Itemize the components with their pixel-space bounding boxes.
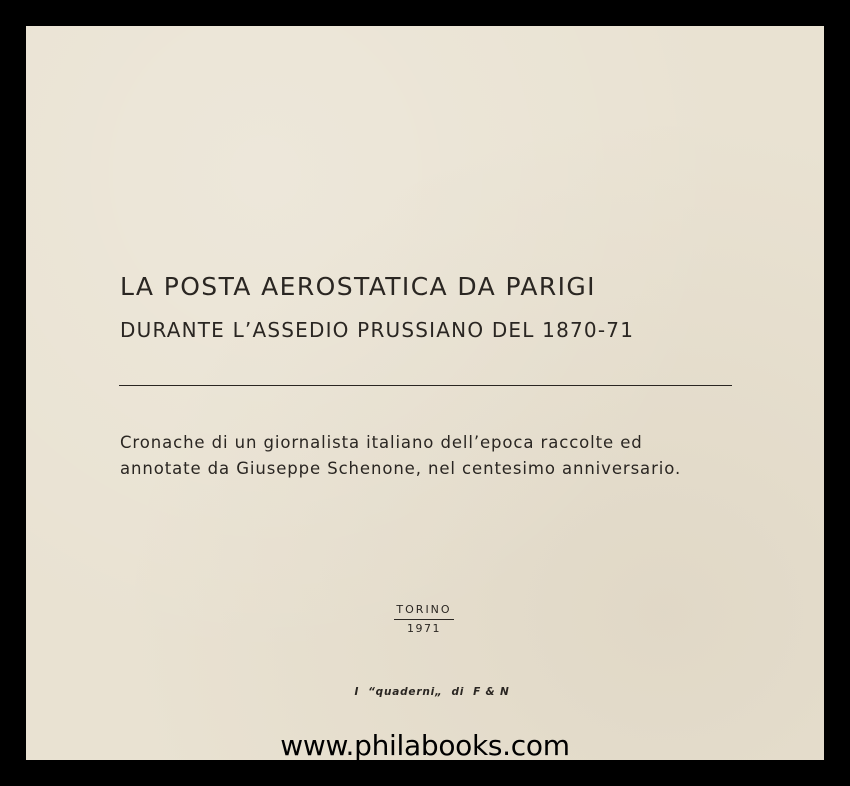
document-description bbox=[120, 430, 760, 482]
publication-place: TORINO bbox=[396, 603, 452, 616]
description-line-1: Cronache di un giornalista italiano dell’epoca raccolte ed bbox=[120, 433, 643, 452]
book-cover-page bbox=[26, 26, 824, 760]
document-title: LA POSTA AEROSTATICA DA PARIGI bbox=[120, 272, 596, 301]
series-name: I “quaderni„ di F & N bbox=[354, 686, 510, 698]
description-line-2: annotate da Giuseppe Schenone, nel centesimo anniversario. bbox=[120, 459, 682, 478]
title-divider bbox=[119, 385, 732, 386]
place-divider bbox=[394, 619, 454, 620]
watermark-url: www.philabooks.com bbox=[280, 729, 570, 762]
document-subtitle: DURANTE L’ASSEDIO PRUSSIANO DEL 1870-71 bbox=[120, 318, 635, 342]
publication-year: 1971 bbox=[407, 622, 441, 635]
